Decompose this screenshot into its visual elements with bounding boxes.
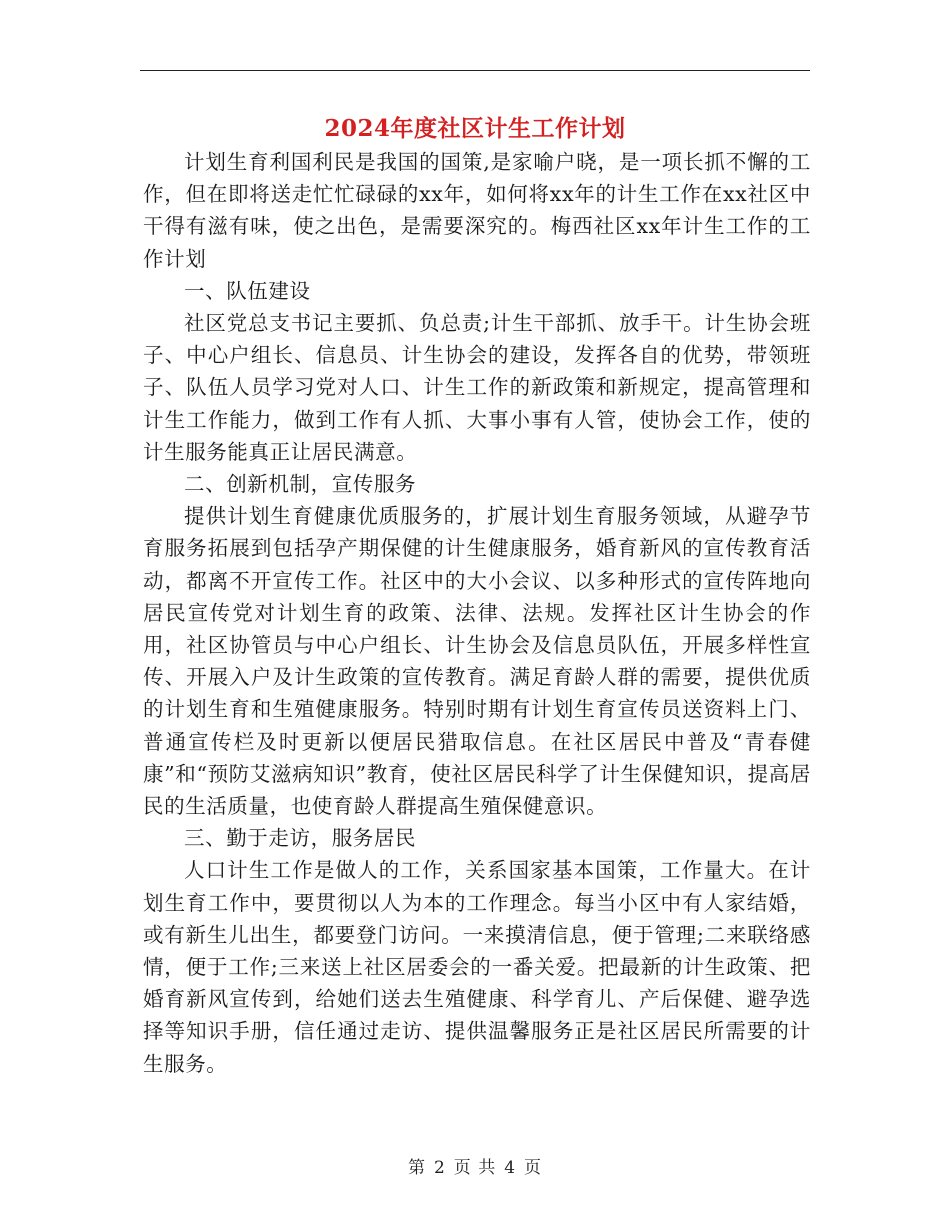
document-body xyxy=(143,146,811,1080)
team-building-paragraph: 社区党总支书记主要抓、负总责;计生干部抓、放手干。计生协会班子、中心户组长、信息员、计生协会的建设，发挥各自的优势，带领班子、队伍人员学习党对人口、计生工作的新政策和新规定，提高管理和计生工作能力，做到工作有人抓、大事小事有人管，使协会工作，使的计生服务能真正让居民满意。 xyxy=(143,311,811,464)
innovation-publicity-paragraph: 提供计划生育健康优质服务的，扩展计划生育服务领域，从避孕节育服务拓展到包括孕产期保健的计生健康服务，婚育新风的宣传教育活动，都离不开宣传工作。社区中的大小会议、以多种形式的宣传阵地向居民宣传党对计划生育的政策、法律、法规。发挥社区计生协会的作用，社区协管员与中心户组长、计生协会及信息员队伍，开展多样性宣传、开展入户及计生政策的宣传教育。满足育龄人群的需要，提供优质的计划生育和生殖健康服务。特别时期有计划生育宣传员送资料上门、普通宣传栏及时更新以便居民猎取信息。在社区居民中普及“青春健康”和“预防艾滋病知识”教育，使社区居民科学了计生保健知识，提高居民的生活质量，也使育龄人群提高生殖保健意识。 xyxy=(143,504,811,819)
current-page-number: 2 xyxy=(433,1158,446,1178)
page-footer xyxy=(0,1153,950,1178)
section-heading-team-building: 一、队伍建设 xyxy=(184,278,311,303)
footer-suffix: 页 xyxy=(524,1158,543,1178)
intro-paragraph: 计划生育利国利民是我国的国策,是家喻户晓，是一项长抓不懈的工作，但在即将送走忙忙碌碌的xx年，如何将xx年的计生工作在xx社区中干得有滋有味，使之出色，是需要深究的。梅西社区xx年计生工作的工作计划 xyxy=(143,150,811,271)
footer-middle: 页 共 xyxy=(453,1158,497,1178)
total-pages-number: 4 xyxy=(504,1158,517,1178)
section-heading-innovation-publicity: 二、创新机制，宣传服务 xyxy=(184,472,417,497)
document-title: 2024年度社区计生工作计划 xyxy=(324,115,626,142)
section-heading-visits-service: 三、勤于走访，服务居民 xyxy=(184,826,417,851)
footer-prefix: 第 xyxy=(407,1158,426,1178)
header-rule xyxy=(140,70,810,71)
visits-service-paragraph: 人口计生工作是做人的工作，关系国家基本国策，工作量大。在计划生育工作中，要贯彻以人为本的工作理念。每当小区中有人家结婚，或有新生儿出生，都要登门访问。一来摸清信息，便于管理;二来联络感情，便于工作;三来送上社区居委会的一番关爱。把最新的计生政策、把婚育新风宣传到，给她们送去生殖健康、科学育儿、产后保健、避孕选择等知识手册，信任通过走访、提供温馨服务正是社区居民所需要的计生服务。 xyxy=(143,858,811,1076)
